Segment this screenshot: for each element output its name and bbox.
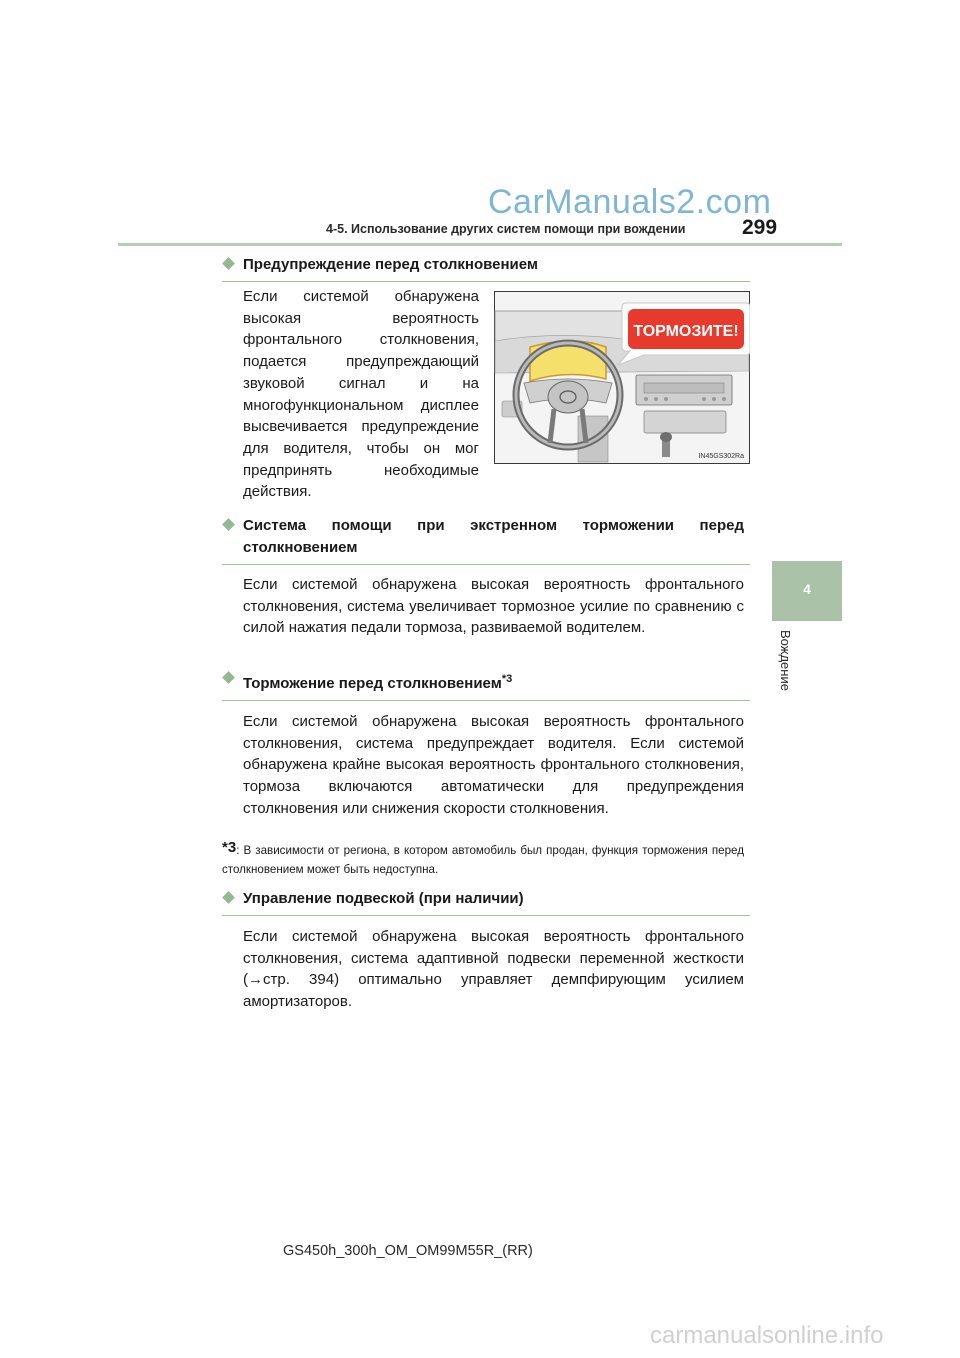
section-heading-text: Предупреждение перед столкновением <box>243 256 539 273</box>
section-body: Если системой обнаружена высокая вероятность фронтального столкновения, система адаптивной подвески переменной жесткости (→стр. 394) оптимально управляет демпфирующим усилием амортизаторов. <box>243 928 744 1011</box>
header-section-title: 4-5. Использование других систем помощи при вождении <box>326 222 686 236</box>
header-rule <box>118 243 842 246</box>
footnote-text: : В зависимости от региона, в котором автомобиль был продан, функция торможения перед столкновением может быть недоступна. <box>222 844 744 876</box>
section-heading <box>222 515 750 559</box>
diamond-bullet-icon <box>222 518 235 531</box>
diamond-bullet-icon <box>222 671 235 684</box>
watermark-top: CarManuals2.com <box>488 183 772 221</box>
section-heading-text: Торможение перед столкновением <box>243 675 502 692</box>
section-rule <box>222 281 750 282</box>
chapter-label: Вождение <box>778 630 793 691</box>
chapter-label-container <box>778 630 808 700</box>
section-brake-assist <box>222 515 750 639</box>
section-heading <box>222 254 750 276</box>
section-body: Если системой обнаружена высокая вероятность фронтального столкновения, система увеличивает тормозное усилие по сравнению с силой нажатия педали тормоза, развиваемой водителем. <box>243 576 744 637</box>
figure-code: IN45GS302Ra <box>698 453 744 460</box>
chapter-number: 4 <box>803 581 811 597</box>
footnote-marker: *3 <box>222 839 237 856</box>
section-heading-text: Управление подвеской (при наличии) <box>243 890 524 907</box>
section-pre-collision-braking <box>222 668 750 820</box>
manual-code: GS450h_300h_OM_OM99M55R_(RR) <box>283 1243 533 1259</box>
footnote <box>222 838 744 879</box>
warning-text: ТОРМОЗИТЕ! <box>633 323 739 340</box>
section-body: Если системой обнаружена высокая вероятность фронтального столкновения, подается предупреждающий звуковой сигнал и на многофункциональном дисплее высвечивается предупреждение для водителя, чтобы он мог предпринять необходимые действия. <box>243 288 479 501</box>
watermark-bottom: carmanualsonline.info <box>650 1322 884 1349</box>
section-body: Если системой обнаружена высокая вероятность фронтального столкновения, система предупреждает водителя. Если системой обнаружена крайне высокая вероятность фронтального столкновения, тормоза включаются автоматически для предупреждения столкновения или снижения скорости столкновения. <box>243 713 744 817</box>
chapter-tab <box>772 561 842 621</box>
footnote-reference: *3 <box>501 673 513 685</box>
diamond-bullet-icon <box>222 257 235 270</box>
page-number: 299 <box>742 216 778 239</box>
section-heading <box>222 668 750 695</box>
section-rule <box>222 915 750 916</box>
section-suspension-control <box>222 888 750 1013</box>
dashboard-illustration <box>494 291 750 464</box>
section-heading <box>222 888 750 910</box>
section-heading-text: Система помощи при экстренном торможении перед столкновением <box>243 517 744 556</box>
diamond-bullet-icon <box>222 891 235 904</box>
section-rule <box>222 700 750 701</box>
section-rule <box>222 564 750 565</box>
